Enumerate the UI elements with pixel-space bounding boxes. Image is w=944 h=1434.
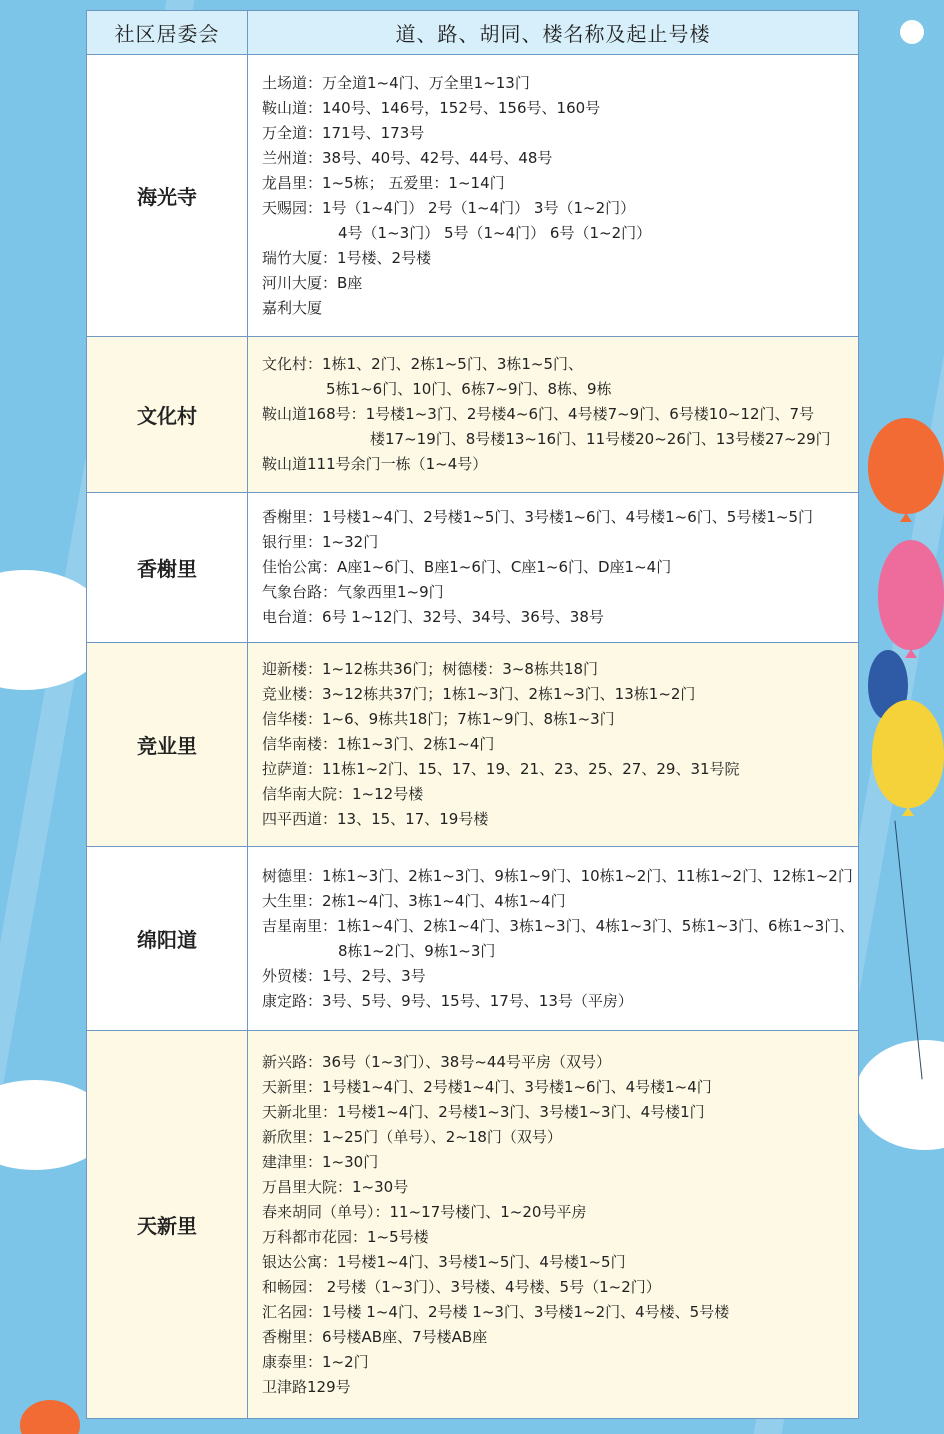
address-line: 银行里：1~32门 — [262, 533, 379, 551]
community-name: 海光寺 — [87, 55, 248, 337]
address-line: 四平西道：13、15、17、19号楼 — [262, 810, 489, 828]
bubble-dot — [900, 20, 924, 44]
address-line: 信华楼：1~6、9栋共18门；7栋1~9门、8栋1~3门 — [262, 710, 615, 728]
address-line: 8栋1~2门、9栋1~3门 — [338, 941, 496, 960]
address-line: 电台道：6号 1~12门、32号、34号、36号、38号 — [262, 608, 604, 626]
community-name: 绵阳道 — [87, 847, 248, 1031]
address-line: 万昌里大院：1~30号 — [262, 1177, 409, 1196]
table-row — [87, 493, 859, 643]
orange-balloon-bottom — [20, 1400, 80, 1434]
community-name: 竞业里 — [87, 643, 248, 847]
table-row — [87, 1031, 859, 1419]
address-list — [248, 493, 859, 643]
address-line: 万科都市花园：1~5号楼 — [262, 1227, 429, 1246]
address-line: 鞍山道：140号、146号，152号、156号、160号 — [262, 98, 601, 117]
address-line: 佳怡公寓：A座1~6门、B座1~6门、C座1~6门、D座1~4门 — [262, 558, 672, 576]
address-line: 鞍山道111号余门一栋（1~4号） — [262, 455, 488, 473]
address-line: 龙昌里：1~5栋； 五爱里：1~14门 — [262, 173, 505, 192]
address-line: 天赐园：1号（1~4门） 2号（1~4门） 3号（1~2门） — [262, 198, 636, 217]
address-list — [248, 847, 859, 1031]
yellow-balloon — [872, 700, 944, 808]
address-line: 气象台路：气象西里1~9门 — [262, 583, 444, 601]
table-body — [87, 55, 859, 1419]
address-line: 瑞竹大厦：1号楼、2号楼 — [262, 248, 432, 267]
address-line: 文化村：1栋1、2门、2栋1~5门、3栋1~5门、 — [262, 355, 584, 373]
community-table — [86, 10, 859, 1419]
address-line: 建津里：1~30门 — [262, 1152, 379, 1171]
address-line: 大生里：2栋1~4门、3栋1~4门、4栋1~4门 — [262, 891, 566, 910]
address-line: 4号（1~3门） 5号（1~4门） 6号（1~2门） — [338, 223, 652, 242]
table-header-row — [87, 11, 859, 55]
address-line: 迎新楼：1~12栋共36门；树德楼：3~8栋共18门 — [262, 660, 599, 678]
address-line: 春来胡同（单号）：11~17号楼门、1~20号平房 — [262, 1202, 587, 1221]
community-name: 天新里 — [87, 1031, 248, 1419]
orange-balloon — [868, 418, 944, 514]
address-line: 楼17~19门、8号楼13~16门、11号楼20~26门、13号楼27~29门 — [370, 430, 831, 448]
address-line: 土场道：万全道1~4门、万全里1~13门 — [262, 73, 530, 92]
table-row — [87, 337, 859, 493]
address-line: 信华南楼：1栋1~3门、2栋1~4门 — [262, 735, 495, 753]
address-list — [248, 643, 859, 847]
address-line: 康泰里：1~2门 — [262, 1352, 369, 1371]
address-list — [248, 337, 859, 493]
address-line: 新欣里：1~25门（单号）、2~18门（双号） — [262, 1127, 562, 1146]
address-line: 河川大厦：B座 — [262, 273, 363, 292]
address-line: 香榭里：6号楼AB座、7号楼AB座 — [262, 1327, 488, 1346]
header-community: 社区居委会 — [87, 11, 248, 55]
table-row — [87, 55, 859, 337]
community-name: 香榭里 — [87, 493, 248, 643]
address-line: 新兴路：36号（1~3门）、38号~44号平房（双号） — [262, 1052, 611, 1071]
address-line: 拉萨道：11栋1~2门、15、17、19、21、23、25、27、29、31号院 — [262, 760, 740, 778]
address-line: 天新北里：1号楼1~4门、2号楼1~3门、3号楼1~3门、4号楼1门 — [262, 1102, 705, 1121]
address-list — [248, 55, 859, 337]
cloud-right — [855, 1040, 944, 1150]
address-line: 兰州道：38号、40号、42号、44号、48号 — [262, 148, 553, 167]
address-list — [248, 1031, 859, 1419]
pink-balloon — [878, 540, 944, 650]
address-line: 信华南大院：1~12号楼 — [262, 785, 424, 803]
address-line: 天新里：1号楼1~4门、2号楼1~4门、3号楼1~6门、4号楼1~4门 — [262, 1077, 712, 1096]
address-line: 吉星南里：1栋1~4门、2栋1~4门、3栋1~3门、4栋1~3门、5栋1~3门、6栋1~3门、 — [262, 916, 855, 935]
address-line: 外贸楼：1号、2号、3号 — [262, 966, 426, 985]
address-line: 卫津路129号 — [262, 1377, 351, 1396]
address-line: 和畅园： 2号楼（1~3门）、3号楼、4号楼、5号（1~2门） — [262, 1277, 661, 1296]
address-line: 汇名园：1号楼 1~4门、2号楼 1~3门、3号楼1~2门、4号楼、5号楼 — [262, 1302, 730, 1321]
address-line: 竞业楼：3~12栋共37门；1栋1~3门、2栋1~3门、13栋1~2门 — [262, 685, 696, 703]
address-line: 鞍山道168号：1号楼1~3门、2号楼4~6门、4号楼7~9门、6号楼10~12门、7号 — [262, 405, 815, 423]
address-line: 树德里：1栋1~3门、2栋1~3门、9栋1~9门、10栋1~2门、11栋1~2门、12栋1~2门 — [262, 866, 853, 885]
table-row — [87, 847, 859, 1031]
address-line: 5栋1~6门、10门、6栋7~9门、8栋、9栋 — [326, 380, 612, 398]
header-address-range: 道、路、胡同、楼名称及起止号楼 — [248, 11, 859, 55]
address-line: 万全道：171号、173号 — [262, 123, 425, 142]
table-row — [87, 643, 859, 847]
address-line: 银达公寓：1号楼1~4门、3号楼1~5门、4号楼1~5门 — [262, 1252, 626, 1271]
address-line: 康定路：3号、5号、9号、15号、17号、13号（平房） — [262, 991, 633, 1010]
address-line: 香榭里：1号楼1~4门、2号楼1~5门、3号楼1~6门、4号楼1~6门、5号楼1~5门 — [262, 508, 813, 526]
address-line: 嘉利大厦 — [262, 298, 323, 317]
community-name: 文化村 — [87, 337, 248, 493]
